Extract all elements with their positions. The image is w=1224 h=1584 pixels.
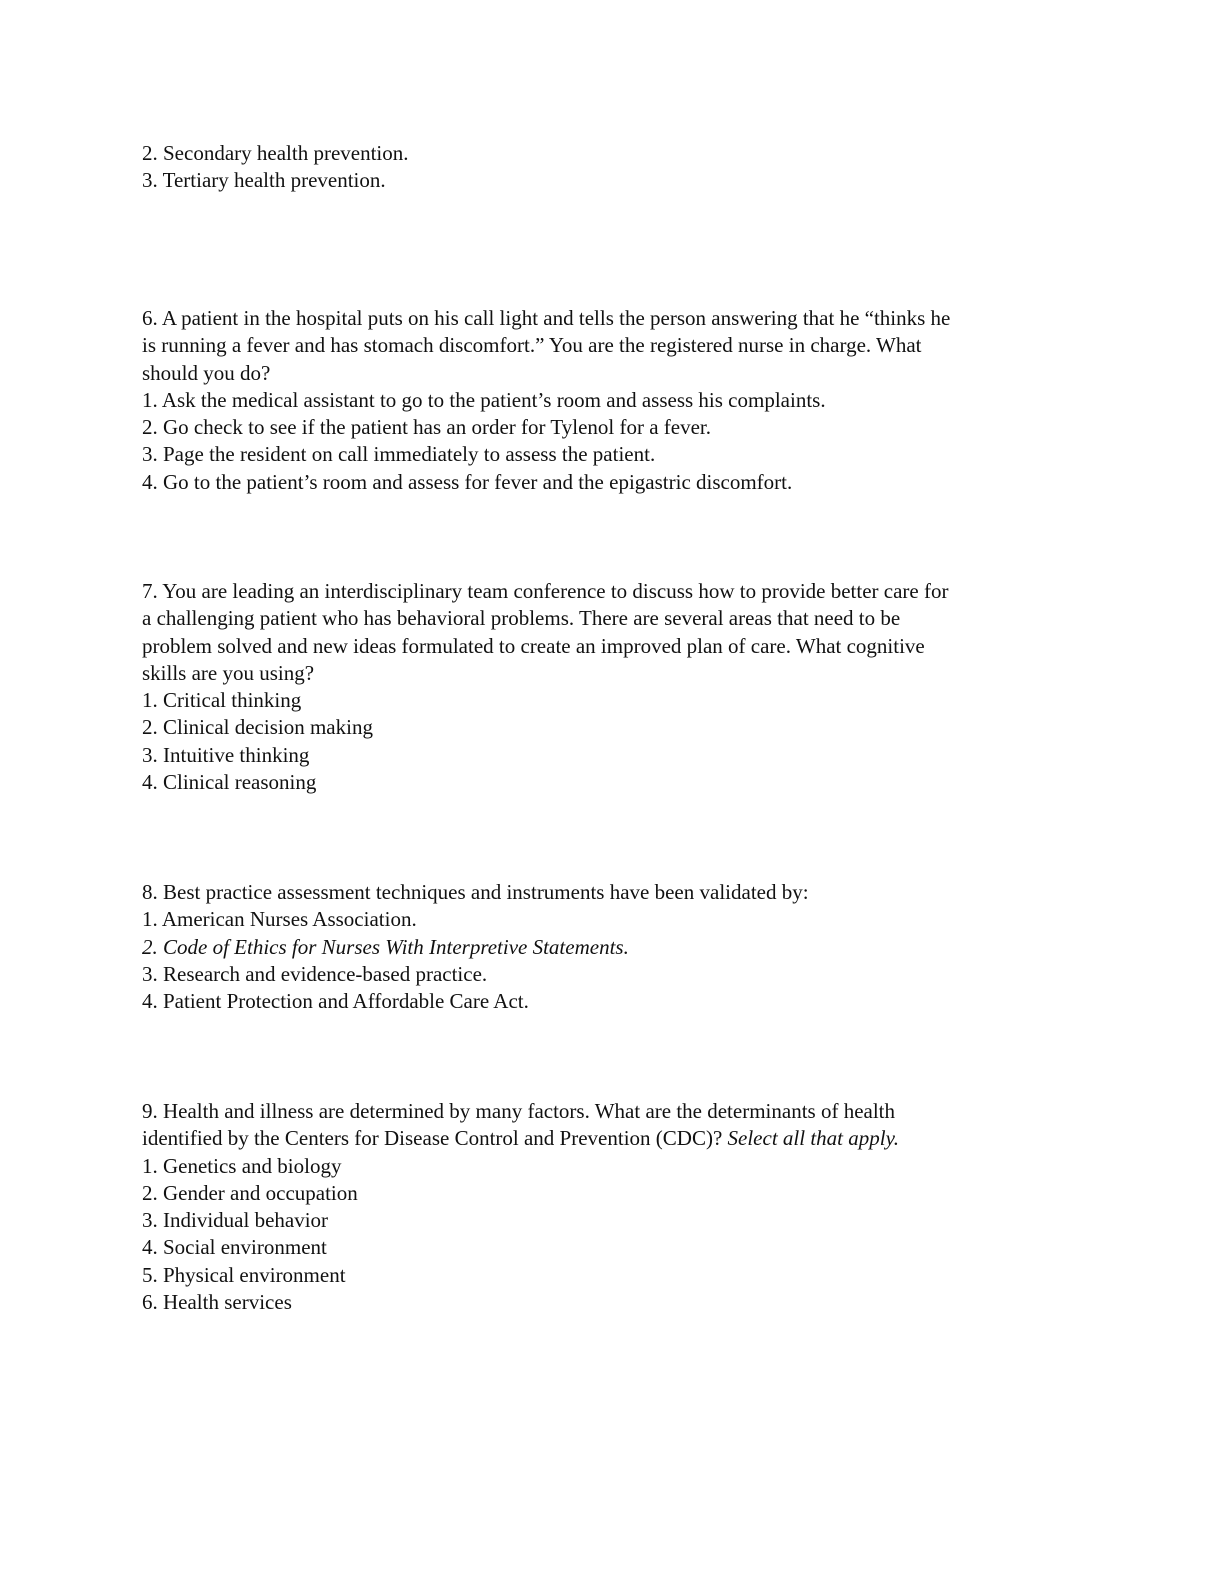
answer-option: 2. Clinical decision making (142, 715, 373, 740)
answer-option: 3. Page the resident on call immediately to assess the patient. (142, 442, 656, 467)
answer-option: 2. Gender and occupation (142, 1180, 358, 1205)
answer-option: 2. Code of Ethics for Nurses With Interpretive Statements. (142, 934, 629, 959)
answer-option: 3. Individual behavior (142, 1208, 329, 1233)
answer-option: 1. Genetics and biology (142, 1153, 342, 1178)
question-stem-line (142, 1125, 1082, 1152)
answer-option: 4. Go to the patient’s room and assess for fever and the epigastric discomfort. (142, 469, 793, 494)
answer-option: 5. Physical environment (142, 1262, 346, 1287)
answer-option: 6. Health services (142, 1290, 292, 1315)
answer-option: 4. Clinical reasoning (142, 770, 317, 795)
answer-option: 3. Research and evidence-based practice. (142, 961, 488, 986)
answer-option: 3. Intuitive thinking (142, 742, 310, 767)
answer-option: 2. Go check to see if the patient has an order for Tylenol for a fever. (142, 415, 712, 440)
question-stem-text: identified by the Centers for Disease Control and Prevention (CDC)? (142, 1126, 723, 1151)
answer-option: 1. Ask the medical assistant to go to the patient’s room and assess his complaints. (142, 387, 826, 412)
question-stem-line: is running a fever and has stomach discomfort.” You are the registered nurse in charge. What (142, 333, 922, 358)
question-stem-line: a challenging patient who has behavioral problems. There are several areas that need to be (142, 606, 901, 631)
select-all-instruction: Select all that apply. (727, 1126, 899, 1151)
continued-options (142, 140, 1082, 195)
question-stem-line: 6. A patient in the hospital puts on his call light and tells the person answering that he “thinks he (142, 306, 951, 330)
question-stem-line: problem solved and new ideas formulated to create an improved plan of care. What cognitive (142, 633, 925, 658)
question-stem-line: should you do? (142, 360, 271, 385)
answer-option: 4. Social environment (142, 1235, 327, 1260)
question-stem-line: 8. Best practice assessment techniques and instruments have been validated by: (142, 880, 809, 904)
question-stem-line: skills are you using? (142, 660, 315, 685)
option-line: 3. Tertiary health prevention. (142, 168, 386, 193)
answer-option: 1. American Nurses Association. (142, 907, 417, 932)
answer-option: 4. Patient Protection and Affordable Care Act. (142, 989, 529, 1014)
answer-option: 1. Critical thinking (142, 688, 302, 713)
question-stem-line: 9. Health and illness are determined by many factors. What are the determinants of health (142, 1099, 896, 1123)
question-9 (142, 1098, 1082, 1316)
question-7 (142, 578, 1082, 796)
question-8 (142, 879, 1082, 1015)
question-6 (142, 305, 1082, 496)
question-stem-line: 7. You are leading an interdisciplinary team conference to discuss how to provide better care for (142, 579, 949, 603)
option-line: 2. Secondary health prevention. (142, 141, 409, 165)
